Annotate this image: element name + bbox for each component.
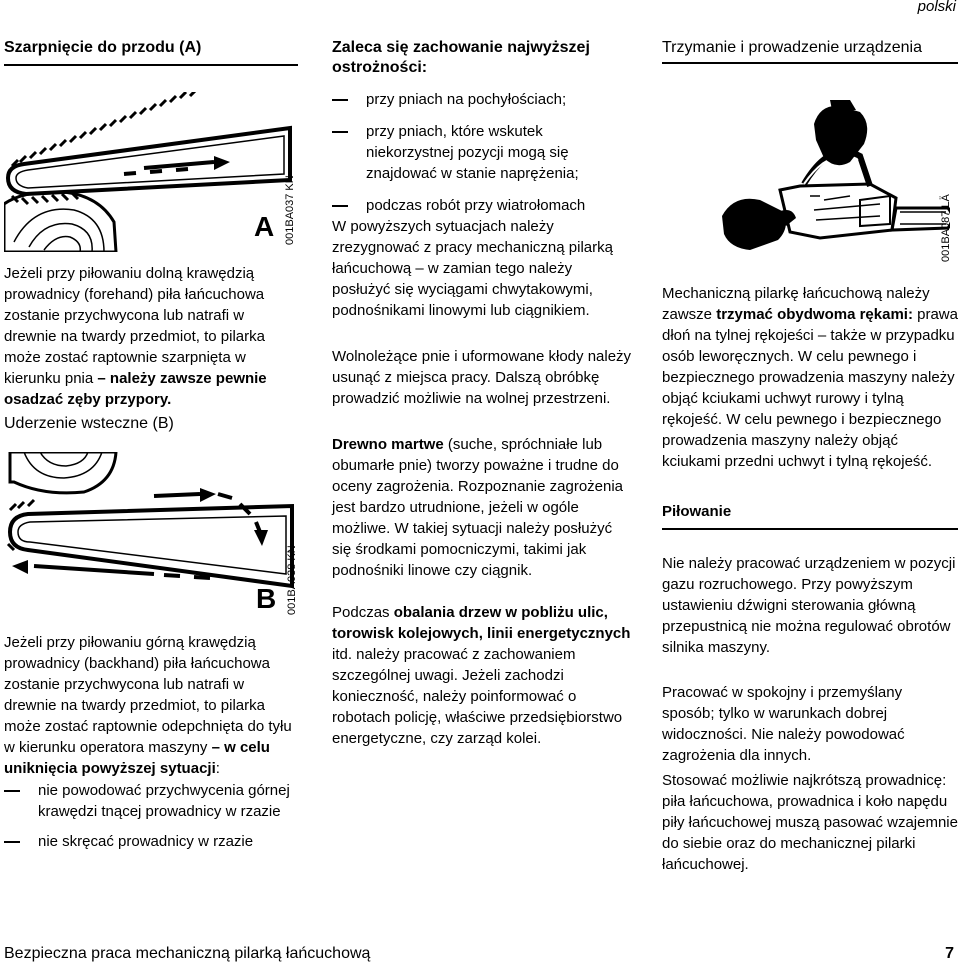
paragraph-start-throttle: Nie należy pracować urządzeniem w pozycji gazu rozruchowego. Przy powyższym ustawieniu dźwigni sterowania główną przepustnicą nie można regulować obrotów silnika maszyny. xyxy=(662,555,956,656)
figure-b-code: 001BA038 KN xyxy=(286,545,298,615)
heading-rule xyxy=(4,64,298,66)
two-hands-bold: trzymać obydwoma rękami: xyxy=(716,306,913,323)
heading-rule xyxy=(662,528,958,530)
chainsaw-hands-illustration xyxy=(720,100,950,270)
guide-bar-drawing xyxy=(8,92,290,204)
list-item: przy pniach, które wskutek niekorzystnej pozycji mogą się znajdować w stanie naprężenia; xyxy=(332,121,632,184)
figure-a-letter: A xyxy=(254,211,275,242)
page-number: 7 xyxy=(945,945,954,962)
figure-b-letter: B xyxy=(256,583,277,614)
heading-forward-jerk: Szarpnięcie do przodu (A) xyxy=(4,39,202,56)
heading-kickback: Uderzenie wsteczne (B) xyxy=(4,415,174,432)
figure-holding-code: 001BA087 LÄ xyxy=(940,194,952,262)
list-item: przy pniach na pochyłościach; xyxy=(332,89,632,110)
paragraph-forward-jerk: Jeżeli przy piłowaniu dolną krawędzią prowadnicy (forehand) piła łańcuchowa zostanie przychwycona lub natrafi w drewnie na twardy przedmiot, to pilarka może zostać raptownie szarpnięta w kierunku pnia – należy zawsze pewnie osadzać zęby przypory. xyxy=(4,265,267,408)
footer-title: Bezpieczna praca mechaniczną pilarką łańcuchową xyxy=(4,945,371,962)
paragraph-short-bar: Stosować możliwie najkrótszą prowadnicę: piła łańcuchowa, prowadnica i koło napędu piły łańcuchowej muszą pasować wzajemnie do siebie oraz do mechanicznej pilarki łańcuchowej. xyxy=(662,772,958,873)
heading-holding: Trzymanie i prowadzenie urządzenia xyxy=(662,39,922,56)
kickback-list xyxy=(4,780,300,852)
paragraph-calm-work: Pracować w spokojny i przemyślany sposób; tylko w warunkach dobrej widoczności. Nie należy powodować zagrożenia dla innych. xyxy=(662,684,905,764)
heading-sawing: Piłowanie xyxy=(662,503,732,520)
paragraph-dead-wood xyxy=(332,434,632,581)
paragraph-loose-trunks: Wolnoleżące pnie i uformowane kłody należy usunąć z miejsca pracy. Dalszą obróbkę prowadzić możliwie na wolnej przestrzeni. xyxy=(332,348,632,407)
paragraph-kickback: Jeżeli przy piłowaniu górną krawędzią prowadnicy (backhand) piła łańcuchowa zostanie przychwycona lub natrafi w drewnie na twardy przedmiot, to pilarka może zostać raptownie odepchnięta do tyłu w kierunku operatora maszyny – w celu uniknięcia powyższej sytuacji: xyxy=(4,634,292,777)
list-item: nie skręcać prowadnicy w rzazie xyxy=(4,831,300,852)
paragraph-forward-jerk-text: Jeżeli przy piłowaniu dolną krawędzią prowadnicy (forehand) piła łańcuchowa zostanie przychwycona lub natrafi w drewnie na twardy przedmiot, to pilarka może zostać raptownie szarpnięta w kierunku pnia xyxy=(4,265,265,387)
log-drawing xyxy=(10,452,116,493)
paragraph-kickback-bold: w celu uniknięcia powyższej sytuacji xyxy=(4,739,270,777)
list-item: podczas robót przy wiatrołomach xyxy=(332,195,632,216)
heading-caution: Zaleca się zachowanie najwyższej ostrożności: xyxy=(332,39,590,76)
caution-list xyxy=(332,89,632,216)
figure-a-code: 001BA037 KN xyxy=(284,175,296,245)
dead-wood-bold: Drewno martwe xyxy=(332,436,444,453)
paragraph-two-hands: Mechaniczną pilarkę łańcuchową należy zawsze trzymać obydwoma rękami: prawa dłoń na tylnej rękojeści – także w przypadku osób leworęcznych. W celu pewnego i bezpiecznego prowadzenia maszyny należy objąć kciukami uchwyt rurowy i tylną rękojeść. W celu pewnego i bezpiecznego prowadzenia maszyny należy objąć kciukami przedni uchwyt i tylną rękojeść. xyxy=(662,285,958,470)
heading-rule xyxy=(662,62,958,64)
paragraph-kickback-text: Jeżeli przy piłowaniu górną krawędzią prowadnicy (backhand) piła łańcuchowa zostanie przychwycona lub natrafi w drewnie na twardy przedmiot, to pilarka może zostać raptownie odepchnięta do tyłu w kierunku operatora maszyny xyxy=(4,634,292,756)
log-drawing xyxy=(4,192,116,252)
guide-bar-drawing xyxy=(8,488,292,586)
chainsaw-drawing xyxy=(780,152,950,238)
language-label: polski xyxy=(917,0,956,15)
list-item: nie powodować przychwycenia górnej krawędzi tnącej prowadnicy w rzazie xyxy=(4,780,300,822)
felling-near-bold: obalania drzew w pobliżu ulic, torowisk kolejowych, linii energetycznych xyxy=(332,604,631,642)
paragraph-felling-near: Podczas obalania drzew w pobliżu ulic, torowisk kolejowych, linii energetycznych itd. należy pracować z zachowaniem szczególnej uwagi. Jeżeli zachodzi konieczność, należy poinformować o robotach policję, właściwe przedsiębiorstwo energetyczne, czy zarząd kolei. xyxy=(332,604,631,747)
paragraph-alternative-methods: W powyższych sytuacjach należy zrezygnować z pracy mechaniczną pilarką łańcuchową – w zamian tego należy posłużyć się wyciągami chwytakowymi, podnośnikami linowymi lub ciągnikiem. xyxy=(332,218,613,319)
paragraph-forward-jerk-bold: należy zawsze pewnie osadzać zęby przypory. xyxy=(4,370,267,408)
dead-wood-text: (suche, spróchniałe lub obumarłe pnie) tworzy poważne i trudne do oceny zagrożenia. Rozpoznanie zagrożenia jest bardzo utrudnione, jeżeli w ogóle możliwe. W takiej sytuacji należy posłużyć się środkami pomocniczymi, takimi jak podnośniki linowe czy ciągnik. xyxy=(332,436,624,579)
